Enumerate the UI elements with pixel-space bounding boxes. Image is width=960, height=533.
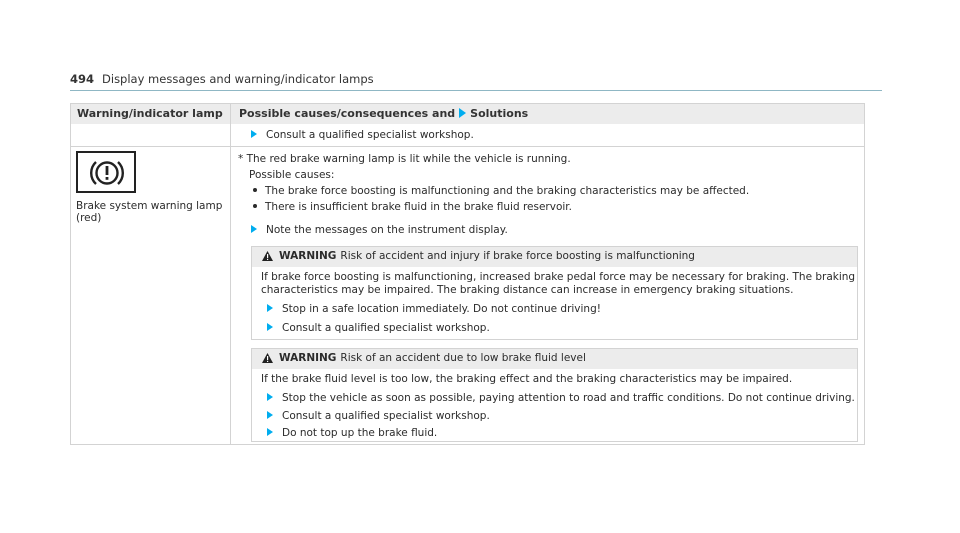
page-number: 494 — [70, 72, 95, 86]
column-header-lamp: Warning/indicator lamp — [77, 107, 223, 120]
warning-step: Stop the vehicle as soon as possible, paying attention to road and traffic conditions. Do not continue driving. — [267, 392, 855, 406]
lamp-intro: * The red brake warning lamp is lit while the vehicle is running. — [238, 153, 571, 165]
warning-box-brake-fluid — [251, 348, 858, 442]
step-arrow-icon — [267, 323, 273, 331]
step-arrow-icon — [251, 225, 257, 233]
brake-warning-icon-graphic — [87, 156, 127, 190]
brake-warning-icon — [76, 151, 136, 193]
warning-step: Stop in a safe location immediately. Do not continue driving! — [267, 303, 601, 317]
warning-step: Consult a qualified specialist workshop. — [267, 410, 490, 424]
step-note-messages: Note the messages on the instrument display. — [251, 224, 508, 238]
lamp-name: Brake system warning lamp — [76, 200, 223, 212]
warning-triangle-icon — [262, 353, 273, 363]
bullet-icon — [253, 204, 257, 208]
warning-step: Do not top up the brake fluid. — [267, 427, 437, 441]
warning-header — [252, 247, 857, 267]
warning-header — [252, 349, 857, 369]
row-divider — [71, 146, 864, 147]
warning-triangle-icon — [262, 251, 273, 261]
step-arrow-icon — [267, 428, 273, 436]
cause-item: There is insufficient brake fluid in the brake fluid reservoir. — [253, 201, 572, 215]
column-header-solutions-label: Solutions — [470, 107, 529, 120]
warning-text: characteristics may be impaired. The braking distance can increase in emergency braking situations. — [261, 284, 794, 296]
lamp-color: (red) — [76, 212, 102, 224]
bullet-icon — [253, 188, 257, 192]
table-header — [71, 104, 864, 124]
warning-lamp-table — [70, 103, 865, 445]
possible-causes-label: Possible causes: — [249, 169, 335, 181]
step-arrow-icon — [251, 130, 257, 138]
warning-label: WARNING — [279, 352, 337, 364]
step-arrow-icon — [267, 304, 273, 312]
step-arrow-icon — [267, 411, 273, 419]
step-consult-workshop: Consult a qualified specialist workshop. — [251, 129, 474, 143]
warning-text: If the brake fluid level is too low, the braking effect and the braking characteristics may be impaired. — [261, 373, 793, 385]
column-divider — [230, 104, 231, 444]
cause-item: The brake force boosting is malfunctioning and the braking characteristics may be affected. — [253, 185, 749, 199]
warning-text: If brake force boosting is malfunctioning, increased brake pedal force may be necessary for braking. The braking — [261, 271, 856, 283]
column-header-causes-label: Possible causes/consequences and — [239, 107, 456, 120]
warning-title: Risk of accident and injury if brake force boosting is malfunctioning — [340, 250, 695, 262]
column-header-causes — [239, 107, 528, 121]
header-rule — [70, 90, 882, 91]
solutions-arrow-icon — [459, 108, 466, 118]
warning-step: Consult a qualified specialist workshop. — [267, 322, 490, 336]
page-header — [70, 72, 374, 87]
warning-title: Risk of an accident due to low brake fluid level — [340, 352, 586, 364]
warning-label: WARNING — [279, 250, 337, 262]
step-arrow-icon — [267, 393, 273, 401]
page-header-title: Display messages and warning/indicator lamps — [102, 72, 374, 86]
warning-box-brake-boost — [251, 246, 858, 340]
